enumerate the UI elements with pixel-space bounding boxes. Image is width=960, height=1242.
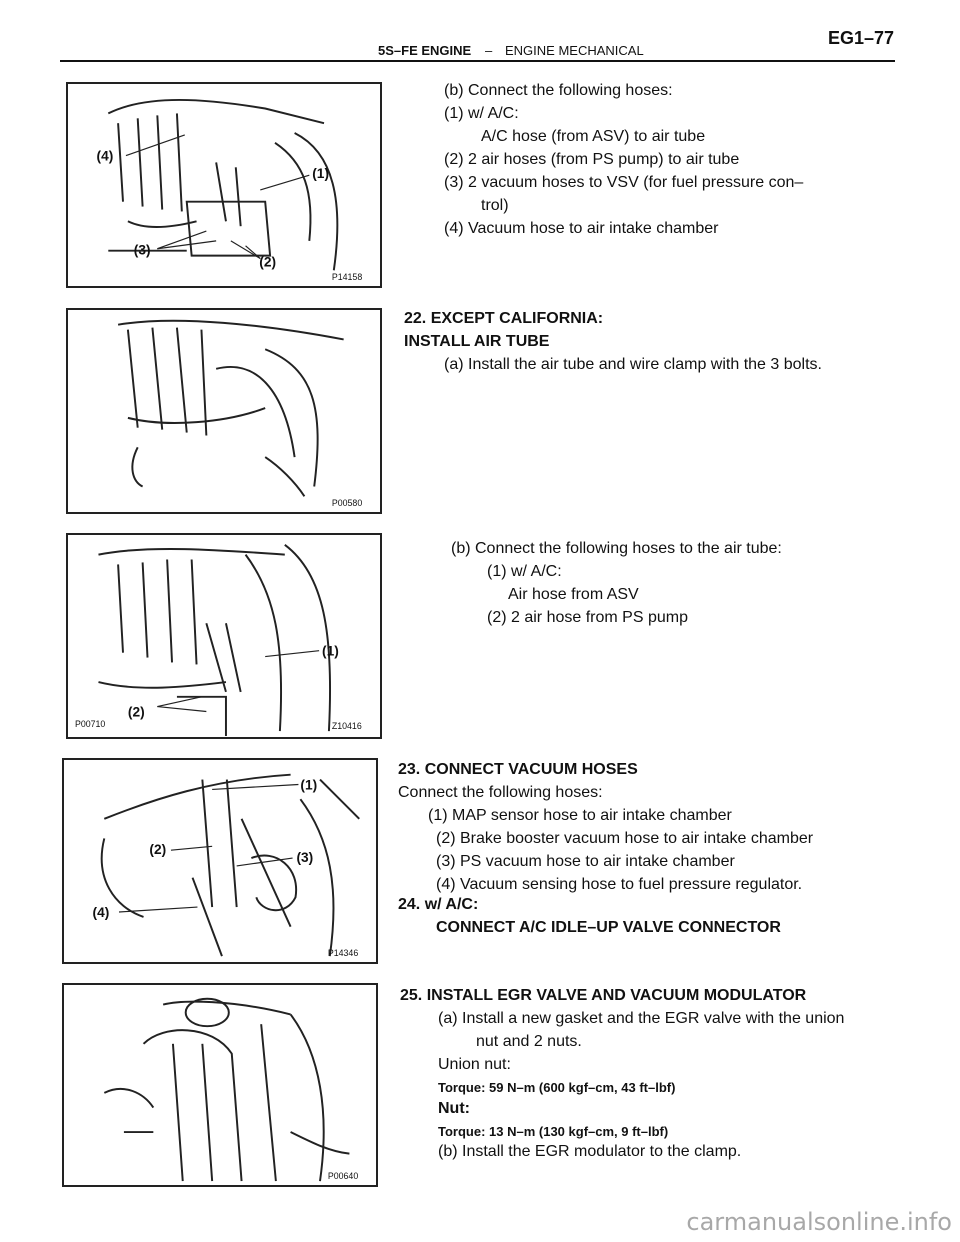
step-22b-item-1-detail: Air hose from ASV [508, 586, 639, 603]
step-21b-heading: (b) Connect the following hoses: [444, 82, 673, 99]
callout: (3) [133, 242, 151, 258]
header-section: 5S–FE ENGINE [378, 43, 472, 58]
figure-code: P14158 [331, 272, 363, 283]
union-nut-label: Union nut: [438, 1056, 511, 1073]
header-subsection: ENGINE MECHANICAL [505, 43, 644, 58]
figure-2-illustration [68, 310, 380, 512]
step-21b-item-3: (3) 2 vacuum hoses to VSV (for fuel pressure con– [444, 174, 804, 191]
figure-4-vacuum-hoses [62, 758, 378, 964]
watermark: carmanualsonline.info [686, 1208, 952, 1236]
figure-2-air-tube [66, 308, 382, 514]
figure-3-illustration [68, 535, 380, 737]
step-23-item-1: (1) MAP sensor hose to air intake chamber [428, 807, 732, 824]
step-24-title: CONNECT A/C IDLE–UP VALVE CONNECTOR [436, 919, 781, 936]
union-nut-torque: Torque: 59 N–m (600 kgf–cm, 43 ft–lbf) [438, 1080, 676, 1095]
figure-1-air-hoses [66, 82, 382, 288]
step-22b-heading: (b) Connect the following hoses to the air tube: [451, 540, 782, 557]
callout: (1) [300, 777, 318, 793]
callout: (4) [96, 148, 114, 164]
step-25a: (a) Install a new gasket and the EGR valve with the union [438, 1010, 845, 1027]
step-22-heading: 22. EXCEPT CALIFORNIA: [404, 310, 604, 327]
figure-3-air-tube-hoses [66, 533, 382, 739]
nut-torque: Torque: 13 N–m (130 kgf–cm, 9 ft–lbf) [438, 1124, 669, 1139]
figure-5-illustration [64, 985, 376, 1185]
step-23-item-3: (3) PS vacuum hose to air intake chamber [436, 853, 735, 870]
step-25-heading: 25. INSTALL EGR VALVE AND VACUUM MODULATOR [400, 987, 807, 1004]
callout: (2) [149, 842, 167, 858]
figure-code: P00580 [331, 498, 363, 509]
step-25a-cont: nut and 2 nuts. [476, 1033, 582, 1050]
step-22a: (a) Install the air tube and wire clamp with the 3 bolts. [444, 356, 822, 373]
figure-code: P14346 [327, 948, 359, 959]
page-number: EG1–77 [828, 28, 895, 48]
callout: (1) [322, 643, 339, 659]
step-25b: (b) Install the EGR modulator to the clamp. [438, 1143, 742, 1160]
figure-code-2: Z10416 [331, 721, 362, 732]
step-23-item-2: (2) Brake booster vacuum hose to air intake chamber [436, 830, 814, 847]
nut-label: Nut: [438, 1100, 470, 1117]
step-21b-item-1: (1) w/ A/C: [444, 105, 519, 122]
step-22b-item-1: (1) w/ A/C: [487, 563, 562, 580]
callout: (2) [127, 704, 145, 720]
figure-code: P00710 [74, 719, 106, 730]
callout: (3) [296, 849, 314, 865]
step-22b-item-2: (2) 2 air hose from PS pump [487, 609, 688, 626]
figure-code: P00640 [327, 1171, 359, 1182]
figure-4-illustration [64, 760, 376, 962]
step-21b-item-2: (2) 2 air hoses (from PS pump) to air tube [444, 151, 740, 168]
step-21b-item-3-cont: trol) [481, 197, 509, 214]
callout: (1) [312, 166, 330, 182]
step-21b-item-1-detail: A/C hose (from ASV) to air tube [481, 128, 706, 145]
header-rule [60, 60, 895, 62]
callout: (2) [259, 254, 277, 270]
figure-5-egr-valve [62, 983, 378, 1187]
step-21b-item-4: (4) Vacuum hose to air intake chamber [444, 220, 719, 237]
figure-1-illustration [68, 84, 380, 286]
step-24-heading: 24. w/ A/C: [398, 896, 479, 913]
step-23-heading: 23. CONNECT VACUUM HOSES [398, 761, 638, 778]
step-22-title: INSTALL AIR TUBE [404, 333, 550, 350]
header-dash: – [485, 43, 493, 58]
step-23-item-4: (4) Vacuum sensing hose to fuel pressure regulator. [436, 876, 803, 893]
callout: (4) [92, 904, 110, 920]
step-23-intro: Connect the following hoses: [398, 784, 603, 801]
